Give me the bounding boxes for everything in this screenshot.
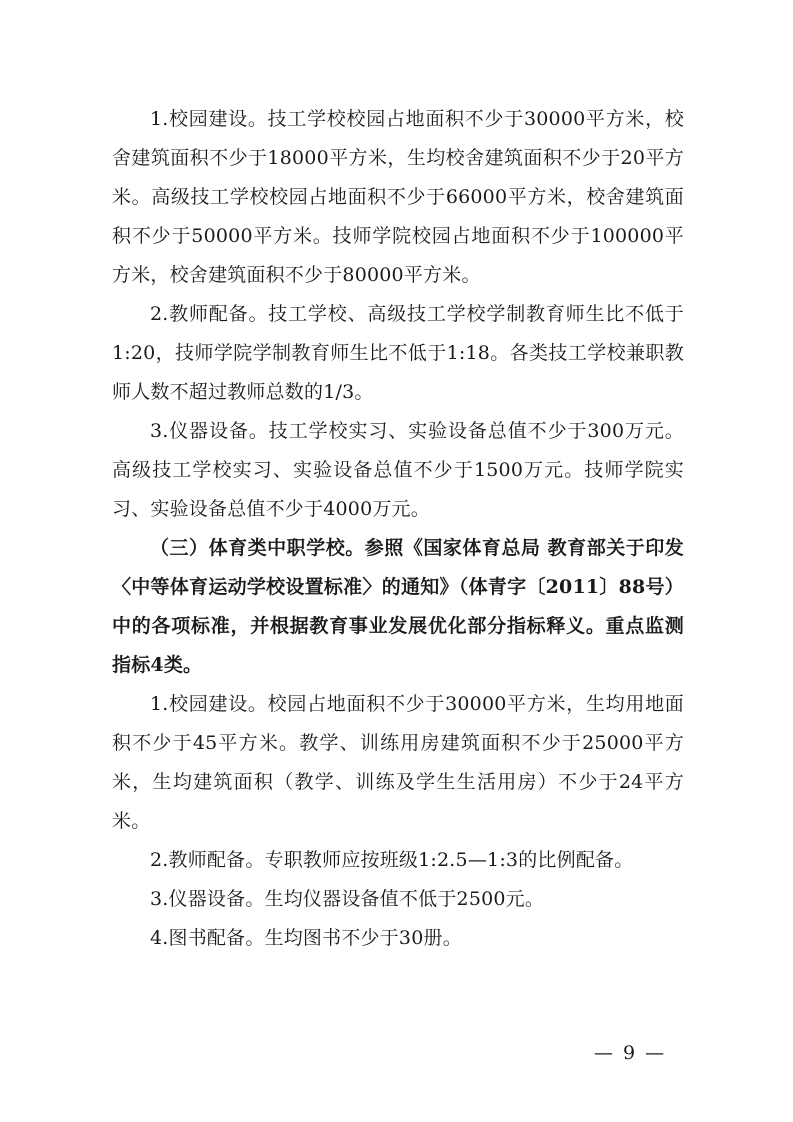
paragraph-campus-construction-sports: 1.校园建设。校园占地面积不少于30000平方米，生均用地面积不少于45平方米。教学、训练用房建筑面积不少于25000平方米，生均建筑面积（教学、训练及学生生活用房）不少于24平方米。: [112, 693, 684, 832]
page-number: — 9 —: [594, 1042, 667, 1064]
body-text: [112, 100, 684, 958]
paragraph-campus-construction-technical: 1.校园建设。技工学校校园占地面积不少于30000平方米，校舍建筑面积不少于18000平方米，生均校舍建筑面积不少于20平方米。高级技工学校校园占地面积不少于66000平方米，校舍建筑面积不少于50000平方米。技师学院校园占地面积不少于100000平方米，校舍建筑面积不少于80000平方米。: [112, 108, 684, 286]
section-heading-sports-schools: （三）体育类中职学校。参照《国家体育总局 教育部关于印发〈中等体育运动学校设置标准〉的通知》（体青字〔2011〕88号）中的各项标准，并根据教育事业发展优化部分指标释义。重点监测指标4类。: [112, 537, 684, 676]
paragraph-teacher-staffing-technical: 2.教师配备。技工学校、高级技工学校学制教育师生比不低于1:20，技师学院学制教育师生比不低于1:18。各类技工学校兼职教师人数不超过教师总数的1/3。: [112, 303, 684, 403]
paragraph-teacher-staffing-sports: 2.教师配备。专职教师应按班级1:2.5—1:3的比例配备。: [150, 849, 634, 871]
paragraph-library-sports: 4.图书配备。生均图书不少于30册。: [150, 927, 462, 949]
paragraph-equipment-sports: 3.仪器设备。生均仪器设备值不低于2500元。: [150, 888, 545, 910]
paragraph-equipment-technical: 3.仪器设备。技工学校实习、实验设备总值不少于300万元。高级技工学校实习、实验设备总值不少于1500万元。技师学院实习、实验设备总值不少于4000万元。: [112, 420, 684, 520]
